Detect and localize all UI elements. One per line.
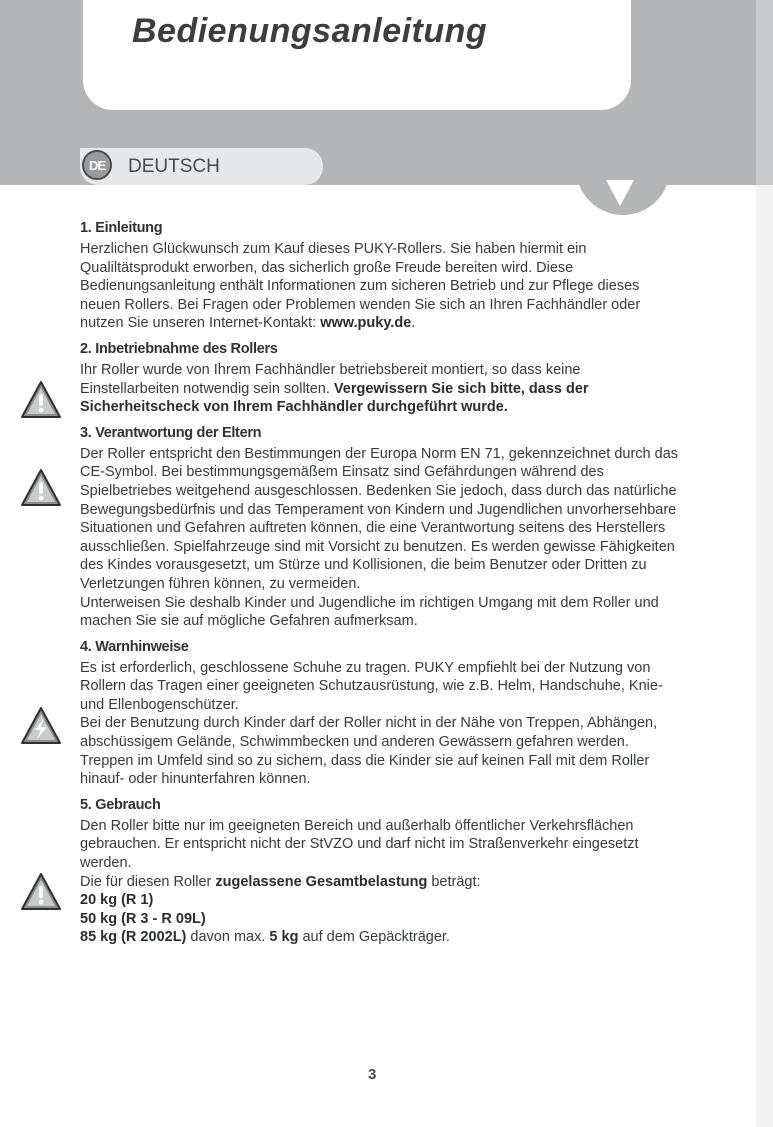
section-warnhinweise xyxy=(80,639,680,789)
section-einleitung xyxy=(80,220,680,333)
section-inbetriebnahme xyxy=(80,341,680,417)
section-heading: 5. Gebrauch xyxy=(80,796,161,813)
section-paragraph: Der Roller entspricht den Bestimmungen der Europa Norm EN 71, gekennzeichnet durch das CE-Symbol. Bei bestimmungsgemäßem Einsatz sind Gefährdungen während des Spielbetriebes weitgehend ausgeschlossen. Bedenken Sie jedoch, dass durch das natürliche Bewegungsbedürfnis und das Temperament von Kindern und Jugendlichen unvorhersehbare Situationen und Gefahren auftreten können, die eine Verantwortung seitens des Herstellers ausschließen. Spielfahrzeuge sind mit Vorsicht zu benutzen. Es werden gewisse Fähigkeiten des Kindes vorausgesetzt, um Stürze und Kollisionen, die beim Benutzer oder Dritten zu Verletzungen führen können, zu vermeiden. xyxy=(80,445,679,592)
warning-exclamation-icon xyxy=(20,872,62,912)
section-heading: 2. Inbetriebnahme des Rollers xyxy=(80,340,278,357)
down-arrow-icon xyxy=(606,180,634,206)
section-paragraph: Unterweisen Sie deshalb Kinder und Jugendliche im richtigen Umgang mit dem Roller und machen Sie sie auf mögliche Gefahren aufmerksam. xyxy=(80,594,659,630)
warning-exclamation-icon xyxy=(20,468,62,508)
page-number: 3 xyxy=(368,1066,377,1083)
warning-lightning-icon xyxy=(20,706,62,746)
section-verantwortung xyxy=(80,425,680,631)
load-intro: Die für diesen Roller zugelassene Gesamtbelastung beträgt: xyxy=(80,873,481,890)
warning-exclamation-icon xyxy=(20,380,62,420)
section-heading: 3. Verantwortung der Eltern xyxy=(80,424,262,441)
section-gebrauch xyxy=(80,797,680,947)
section-paragraph: Bei der Benutzung durch Kinder darf der Roller nicht in der Nähe von Treppen, Abhängen, abschüssigem Gelände, Schwimmbecken und anderen Gewässern gefahren werden. Treppen im Umfeld sind so zu sichern, dass die Kinder sie auf keinen Fall mit dem Roller hinauf- oder hinunterfahren können. xyxy=(80,715,658,788)
website-link[interactable]: www.puky.de xyxy=(320,315,412,332)
section-heading: 4. Warnhinweise xyxy=(80,638,189,655)
section-paragraph: Den Roller bitte nur im geeigneten Bereich und außerhalb öffentlicher Verkehrsflächen gebrauchen. Er entspricht nicht der StVZO und darf nicht im Straßenverkehr eingesetzt werden. xyxy=(80,817,639,872)
section-paragraph: Es ist erforderlich, geschlossene Schuhe zu tragen. PUKY empfiehlt bei der Nutzung von Rollern das Tragen einer geeigneten Schutzausrüstung, wie z.B. Helm, Handschuhe, Knie- und Ellenbogenschützer. xyxy=(80,659,663,713)
section-paragraph: Herzlichen Glückwunsch zum Kauf dieses PUKY-Rollers. Sie haben hiermit ein Qualiltätsprodukt erworben, das sicherlich große Freude bereiten wird. Diese Bedienungsanleitung enthält Informationen zum sicheren Betrieb und zur Pflege dieses neuen Rollers. Bei Fragen oder Problemen wenden Sie sich an Ihren Fachhändler oder nutzen Sie unseren Internet-Kontakt: www.puky.de. xyxy=(80,241,641,332)
page-title: Bedienungsanleitung xyxy=(132,12,488,50)
page-edge-band xyxy=(756,0,773,185)
load-item: 20 kg (R 1) xyxy=(80,892,154,909)
section-heading: 1. Einleitung xyxy=(80,220,163,236)
load-item: 85 kg (R 2002L) davon max. 5 kg auf dem Gepäckträger. xyxy=(80,929,450,946)
document-content xyxy=(80,220,680,955)
load-item: 50 kg (R 3 - R 09L) xyxy=(80,910,206,927)
language-label: DEUTSCH xyxy=(128,156,220,177)
section-paragraph: Ihr Roller wurde von Ihrem Fachhändler betriebsbereit montiert, so dass keine Einstellarbeiten notwendig sein sollten. Vergewissern Sie sich bitte, dass der Sicherheitscheck von Ihrem Fachhändler durchgeführt wurde. xyxy=(80,361,589,416)
language-badge: DE xyxy=(82,150,112,180)
